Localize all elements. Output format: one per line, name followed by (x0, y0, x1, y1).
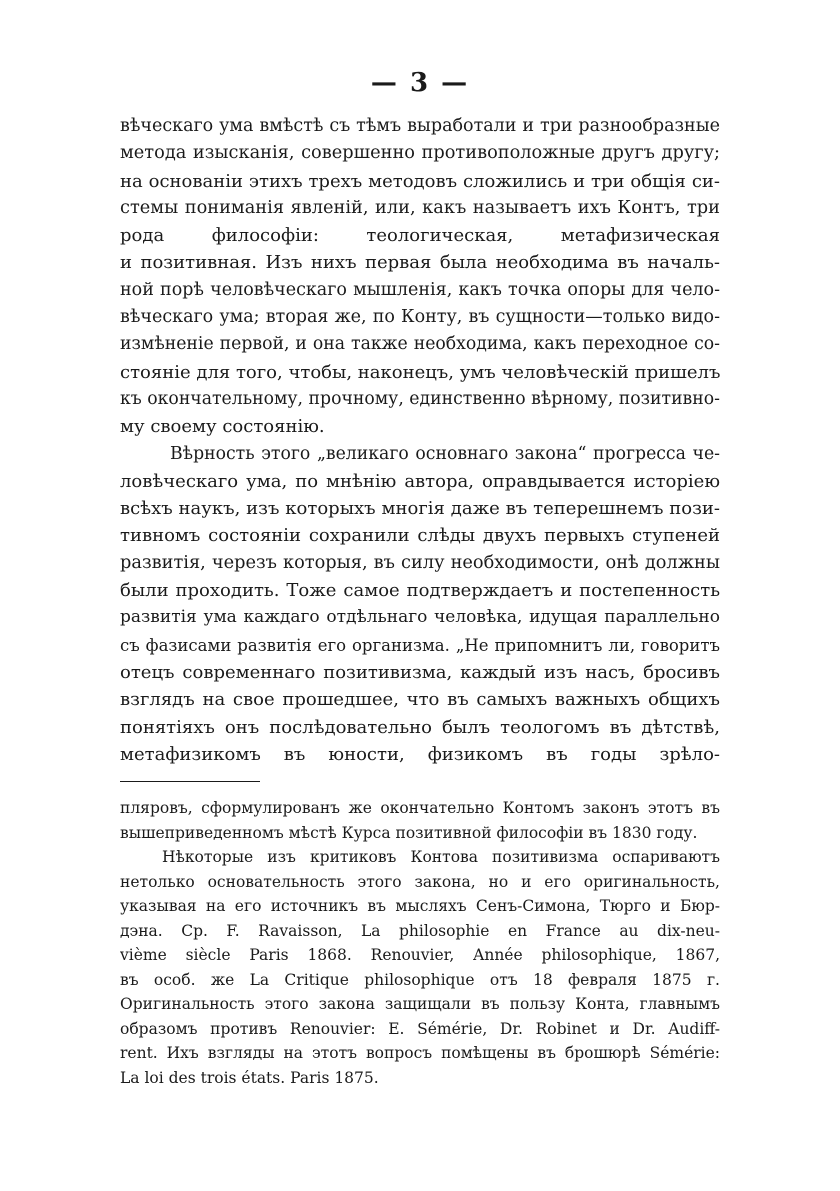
footnote-line: rent. Ихъ взгляды на этотъ вопросъ помѣщены въ брошюрѣ Sémérie: (120, 1044, 720, 1062)
text-line: измѣненіе первой, и она также необходима, какъ переходное со- (120, 334, 720, 355)
text-line: взглядъ на свое прошедшее, что въ самыхъ важныхъ общихъ (120, 689, 720, 711)
footnote-divider (120, 781, 260, 782)
footnote-line: вышеприведенномъ мѣстѣ Курса позитивной философіи въ 1830 году. (120, 823, 698, 842)
footnote-line: пляровъ, сформулированъ же окончательно Контомъ законъ этотъ въ (120, 799, 720, 817)
footnote-line: въ особ. же La Critique philosophique отъ 18 февраля 1875 г. (120, 970, 720, 989)
text-line: на основаніи этихъ трехъ методовъ сложились и три общія си- (120, 170, 720, 192)
footnote-line: La loi des trois états. Paris 1875. (120, 1068, 379, 1087)
text-line: стояніе для того, чтобы, наконецъ, умъ человѣческій пришелъ (120, 361, 720, 383)
footnote-line: дэна. Ср. F. Ravaisson, La philosophie en France au dix-neu- (120, 921, 720, 940)
footnote-line: образомъ противъ Renouvier: E. Sémérie, Dr. Robinet и Dr. Audiff- (120, 1019, 720, 1038)
text-line: къ окончательному, прочному, единственно вѣрному, позитивно- (120, 388, 720, 409)
text-line: съ фазисами развитія его организма. „Не припомнитъ ли, говоритъ (120, 635, 720, 655)
text-line: метода изысканія, совершенно противоположные другъ другу; (120, 143, 720, 164)
text-line: отецъ современнаго позитивизма, каждый изъ насъ, бросивъ (120, 661, 720, 683)
text-line: тивномъ состояніи сохранили слѣды двухъ первыхъ ступеней (120, 525, 720, 547)
text-line: Вѣрность этого „великаго основнаго закона“ прогресса че- (170, 443, 720, 464)
footnote-line: указывая на его источникъ въ мысляхъ Сенъ-Симона, Тюрго и Бюр- (120, 897, 720, 915)
text-line: рода философіи: теологическая, метафизическая (120, 225, 720, 247)
footnote-line: Нѣкоторые изъ критиковъ Контова позитивизма оспариваютъ (162, 848, 720, 866)
text-line: развитія, черезъ которыя, въ силу необходимости, онѣ должны (120, 552, 720, 573)
page-number: — 3 — (370, 68, 470, 98)
text-line: и позитивная. Изъ нихъ первая была необходима въ началь- (120, 252, 720, 274)
text-line: ловѣческаго ума, по мнѣнію автора, оправдывается исторіею (120, 470, 720, 492)
footnote-line: Оригинальность этого закона защищали въ пользу Конта, главнымъ (120, 995, 720, 1013)
text-line: вѣческаго ума; вторая же, по Конту, въ сущности—только видо- (120, 307, 720, 328)
footnote-line: нетолько основательность этого закона, но и его оригинальность, (120, 872, 720, 891)
text-line: ной порѣ человѣческаго мышленія, какъ точка опоры для чело- (120, 279, 720, 300)
text-line: были проходить. Тоже самое подтверждаетъ и постепенность (120, 580, 720, 602)
text-line: всѣхъ наукъ, изъ которыхъ многія даже въ теперешнемъ пози- (120, 498, 720, 520)
text-line: му своему состоянію. (120, 416, 325, 438)
text-line: стемы пониманія явленій, или, какъ называетъ ихъ Контъ, три (120, 197, 720, 218)
footnote-line: vième siècle Paris 1868. Renouvier, Année philosophique, 1867, (120, 946, 720, 964)
footnote (120, 796, 720, 1090)
text-line: метафизикомъ въ юности, физикомъ въ годы зрѣло- (120, 743, 720, 765)
text-line: вѣческаго ума вмѣстѣ съ тѣмъ выработали и три разнообразные (120, 116, 720, 136)
text-line: понятіяхъ онъ послѣдовательно былъ теологомъ въ дѣтствѣ, (120, 716, 720, 738)
main-text (120, 113, 720, 768)
text-line: развитія ума каждаго отдѣльнаго человѣка, идущая параллельно (120, 607, 720, 628)
